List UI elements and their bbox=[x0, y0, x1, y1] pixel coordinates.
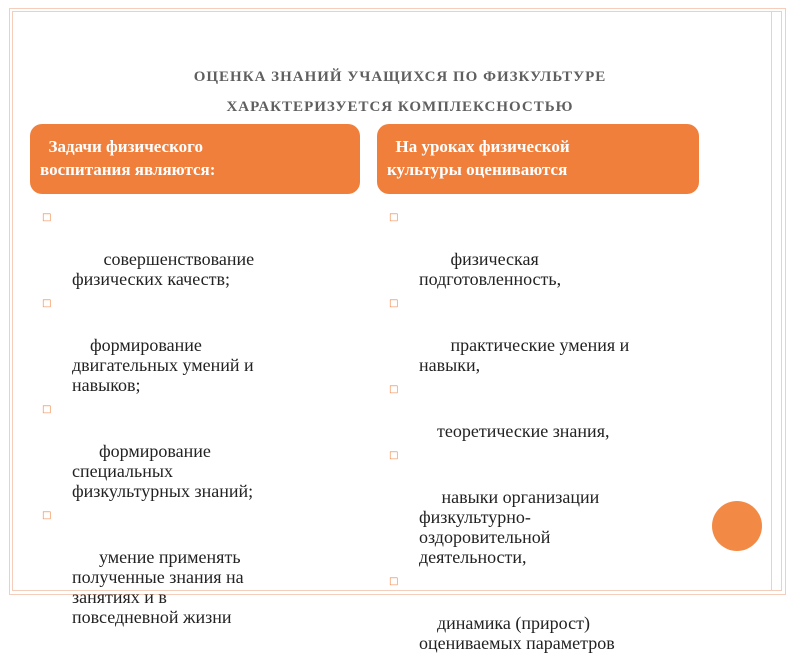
list-item bbox=[42, 209, 342, 289]
slide-title-line-2: ХАРАКТЕРИЗУЕТСЯ КОМПЛЕКСНОСТЬЮ bbox=[226, 99, 574, 115]
right-assessment-list bbox=[389, 209, 709, 659]
list-item-text: физическая подготовленность, bbox=[419, 249, 562, 289]
list-item bbox=[389, 381, 709, 441]
bullet-square-icon: □ bbox=[389, 212, 399, 223]
list-item-text: умение применять полученные знания на занятиях и в повседневной жизни bbox=[72, 547, 244, 627]
bullet-square-icon: □ bbox=[389, 576, 399, 587]
orange-circle-icon bbox=[712, 501, 762, 551]
list-item-text: формирование двигательных умений и навыков; bbox=[72, 335, 254, 395]
list-item bbox=[389, 573, 709, 653]
list-item-text: навыки организации физкультурно- оздоровительной деятельности, bbox=[419, 487, 600, 567]
bullet-square-icon: □ bbox=[389, 298, 399, 309]
left-task-list bbox=[42, 209, 342, 633]
list-item bbox=[42, 401, 342, 501]
list-item-text: совершенствование физических качеств; bbox=[72, 249, 255, 289]
bullet-square-icon: □ bbox=[42, 510, 52, 521]
slide-title bbox=[40, 62, 760, 122]
list-item-text: практические умения и навыки, bbox=[419, 335, 630, 375]
list-item bbox=[42, 507, 342, 627]
bullet-square-icon: □ bbox=[42, 212, 52, 223]
list-item bbox=[389, 447, 709, 567]
bullet-square-icon: □ bbox=[389, 450, 399, 461]
bullet-square-icon: □ bbox=[42, 404, 52, 415]
slide-border-rule bbox=[771, 11, 772, 591]
list-item bbox=[389, 209, 709, 289]
left-header-line-2: воспитания являются: bbox=[40, 160, 216, 179]
list-item-text: формирование специальных физкультурных знаний; bbox=[72, 441, 254, 501]
left-header-line-1: Задачи физического bbox=[40, 137, 203, 156]
list-item-text: теоретические знания, bbox=[419, 421, 610, 441]
list-item-text: динамика (прирост) оцениваемых параметров bbox=[419, 613, 615, 653]
slide-title-line-1: ОЦЕНКА ЗНАНИЙ УЧАЩИХСЯ ПО ФИЗКУЛЬТУРЕ bbox=[193, 69, 607, 85]
list-item bbox=[389, 295, 709, 375]
list-item bbox=[42, 295, 342, 395]
bullet-square-icon: □ bbox=[389, 384, 399, 395]
right-header-line-2: культуры оцениваются bbox=[387, 160, 568, 179]
left-column-header bbox=[30, 124, 360, 194]
right-header-line-1: На уроках физической bbox=[387, 137, 570, 156]
right-column-header bbox=[377, 124, 699, 194]
bullet-square-icon: □ bbox=[42, 298, 52, 309]
